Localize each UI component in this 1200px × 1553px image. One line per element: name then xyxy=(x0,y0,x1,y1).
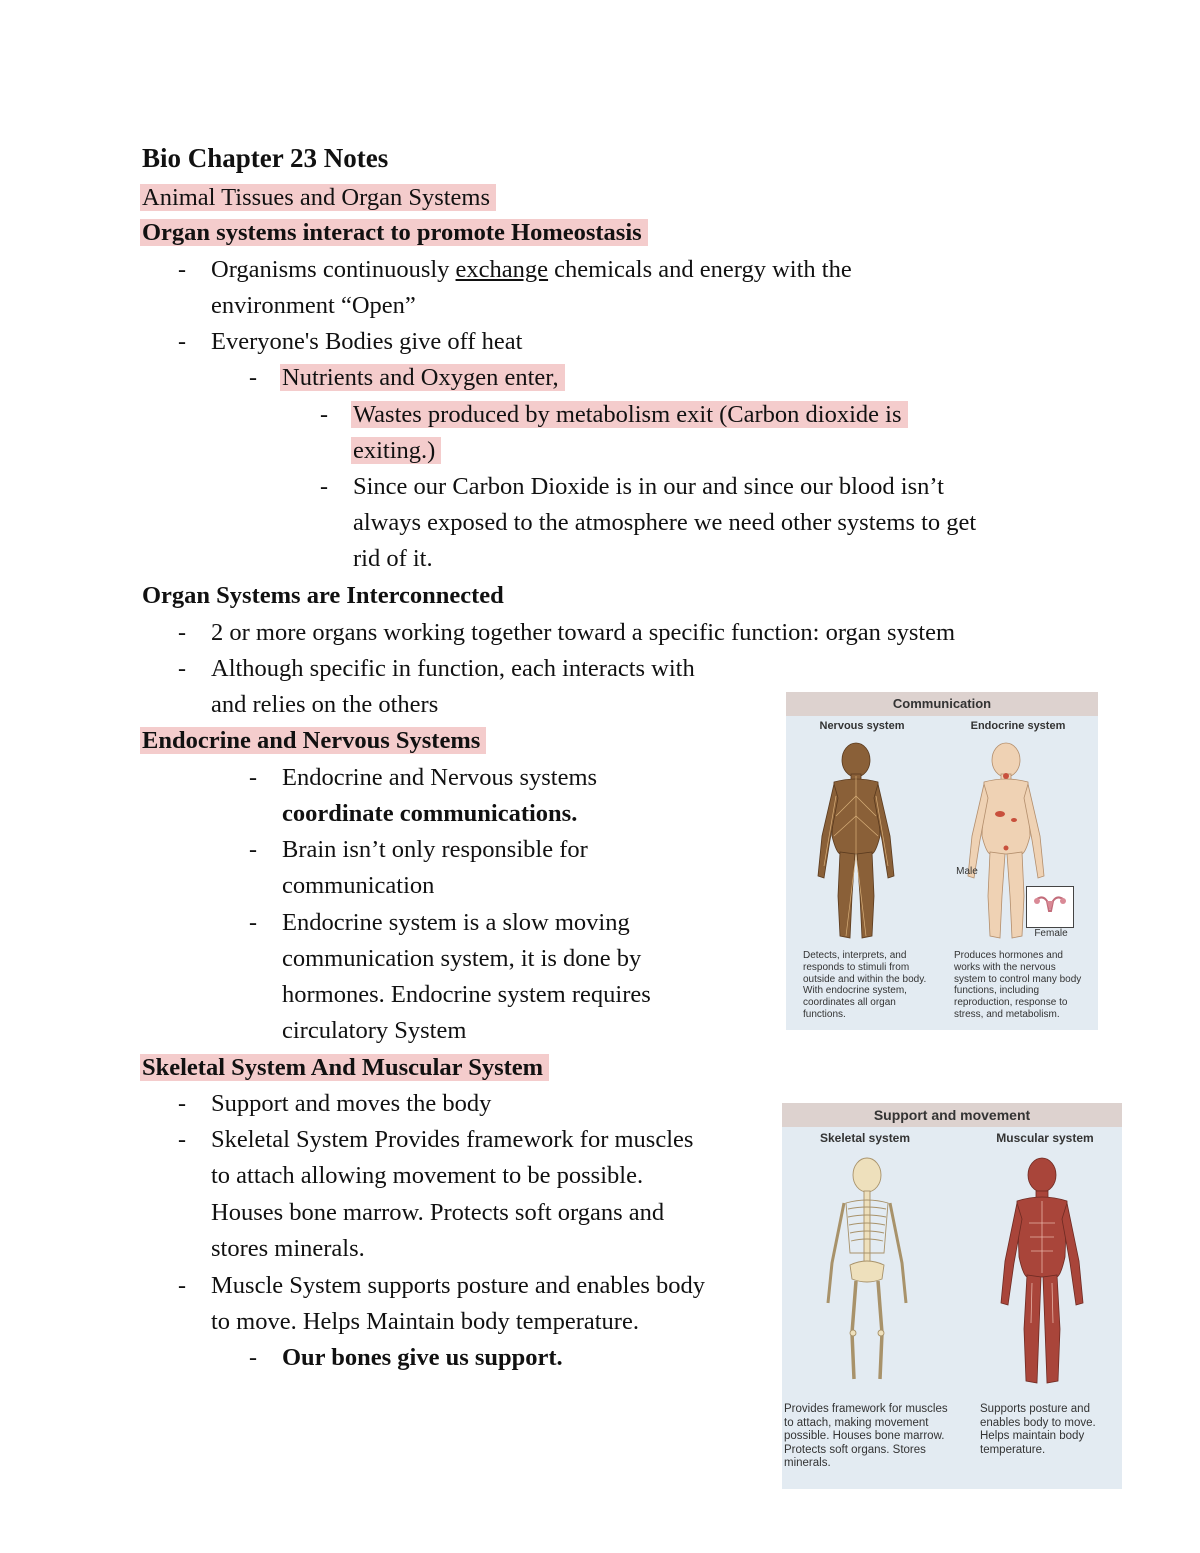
bullet-text-part: Organisms continuously xyxy=(211,256,456,283)
bullet-text: Since our Carbon Dioxide is in our and since our blood isn’t xyxy=(353,473,944,500)
bullet-dash: - xyxy=(178,620,186,646)
bullet-text xyxy=(211,252,852,288)
bullet-dash: - xyxy=(178,329,186,355)
underlined-word: exchange xyxy=(455,256,549,283)
male-label: Male xyxy=(956,866,978,877)
bullet-text-continued: environment “Open” xyxy=(211,292,416,319)
bullet-text-continued: hormones. Endocrine system requires xyxy=(282,981,651,1008)
bullet-text: 2 or more organs working together toward a specific function: organ system xyxy=(211,619,956,646)
bullet-text-continued: rid of it. xyxy=(353,545,433,572)
communication-figure xyxy=(786,692,1098,1030)
bullet-text xyxy=(282,360,565,396)
nervous-system-label: Nervous system xyxy=(819,720,905,732)
bullet-dash: - xyxy=(178,1273,186,1299)
muscular-system-label: Muscular system xyxy=(996,1131,1094,1145)
nervous-caption: Detects, interprets, and responds to stimuli from outside and within the body. With endocrine system, coordinates all organ functions. xyxy=(803,950,927,1020)
female-label: Female xyxy=(1034,928,1068,939)
section-heading-homeostasis xyxy=(142,215,648,251)
bullet-text: Brain isn’t only responsible for xyxy=(282,836,588,863)
muscular-caption: Supports posture and enables body to move. Helps maintain body temperature. xyxy=(980,1403,1096,1456)
bullet-text-continued xyxy=(353,433,441,469)
bullet-text: Muscle System supports posture and enables body xyxy=(211,1272,706,1299)
bullet-dash: - xyxy=(249,765,257,791)
bullet-text: Although specific in function, each interacts with xyxy=(211,655,695,682)
figure-header: Support and movement xyxy=(782,1103,1122,1127)
bullet-text-bold: coordinate communications. xyxy=(282,800,578,827)
bullet-text-part: chemicals and energy with the xyxy=(548,256,852,283)
document-title: Bio Chapter 23 Notes xyxy=(142,143,389,173)
section-heading-interconnected: Organ Systems are Interconnected xyxy=(142,582,504,609)
endocrine-system-label: Endocrine system xyxy=(970,720,1066,732)
bullet-dash: - xyxy=(178,1091,186,1117)
bullet-text-continued: always exposed to the atmosphere we need other systems to get xyxy=(353,509,977,536)
skeletal-caption: Provides framework for muscles to attach, making movement possible. Houses bone marrow. Protects soft organs. Stores minerals. xyxy=(784,1403,948,1470)
highlighted-text: Nutrients and Oxygen enter, xyxy=(280,364,565,391)
bullet-text: Endocrine system is a slow moving xyxy=(282,909,630,936)
uterus-icon xyxy=(1027,887,1073,927)
chapter-subtitle xyxy=(142,180,496,216)
bullet-text-bold: Our bones give us support. xyxy=(282,1344,563,1371)
bullet-text-continued: circulatory System xyxy=(282,1017,467,1044)
bullet-dash: - xyxy=(249,837,257,863)
bullet-dash: - xyxy=(178,1127,186,1153)
bullet-text-continued: to attach allowing movement to be possible. xyxy=(211,1162,644,1189)
bullet-text-continued: stores minerals. xyxy=(211,1235,365,1262)
bullet-text: Support and moves the body xyxy=(211,1090,492,1117)
figure-header: Communication xyxy=(786,692,1098,716)
endocrine-caption: Produces hormones and works with the nervous system to control many body functions, including reproduction, response to stress, and metabolism. xyxy=(954,950,1082,1020)
bullet-text: Skeletal System Provides framework for muscles xyxy=(211,1126,694,1153)
section-heading-skeletal-muscular-text: Skeletal System And Muscular System xyxy=(140,1054,549,1081)
bullet-text-continued: and relies on the others xyxy=(211,691,439,718)
bullet-dash: - xyxy=(178,257,186,283)
bullet-text: Endocrine and Nervous systems xyxy=(282,764,598,791)
bullet-text-continued: to move. Helps Maintain body temperature. xyxy=(211,1308,639,1335)
bullet-dash: - xyxy=(249,910,257,936)
section-heading-homeostasis-text: Organ systems interact to promote Homeostasis xyxy=(140,219,648,246)
bullet-dash: - xyxy=(320,402,328,428)
nervous-system-figure xyxy=(806,736,906,946)
bullet-dash: - xyxy=(178,656,186,682)
bullet-text-continued: communication xyxy=(282,872,435,899)
muscular-system-figure xyxy=(987,1153,1097,1393)
bullet-dash: - xyxy=(249,1345,257,1371)
highlighted-text: Wastes produced by metabolism exit (Carbon dioxide is xyxy=(351,401,908,428)
chapter-subtitle-text: Animal Tissues and Organ Systems xyxy=(140,184,496,211)
skeletal-system-figure xyxy=(812,1153,922,1393)
bullet-text xyxy=(353,397,908,433)
section-heading-endocrine-nervous xyxy=(142,723,486,759)
highlighted-text: exiting.) xyxy=(351,437,441,464)
bullet-text-continued: Houses bone marrow. Protects soft organs and xyxy=(211,1199,665,1226)
bullet-dash: - xyxy=(249,365,257,391)
section-heading-endocrine-nervous-text: Endocrine and Nervous Systems xyxy=(140,727,486,754)
bullet-text-continued: communication system, it is done by xyxy=(282,945,642,972)
female-inset xyxy=(1026,886,1074,928)
support-movement-figure xyxy=(782,1103,1122,1489)
section-heading-skeletal-muscular xyxy=(142,1050,549,1086)
bullet-dash: - xyxy=(320,474,328,500)
skeletal-system-label: Skeletal system xyxy=(819,1131,911,1145)
bullet-text: Everyone's Bodies give off heat xyxy=(211,328,523,355)
